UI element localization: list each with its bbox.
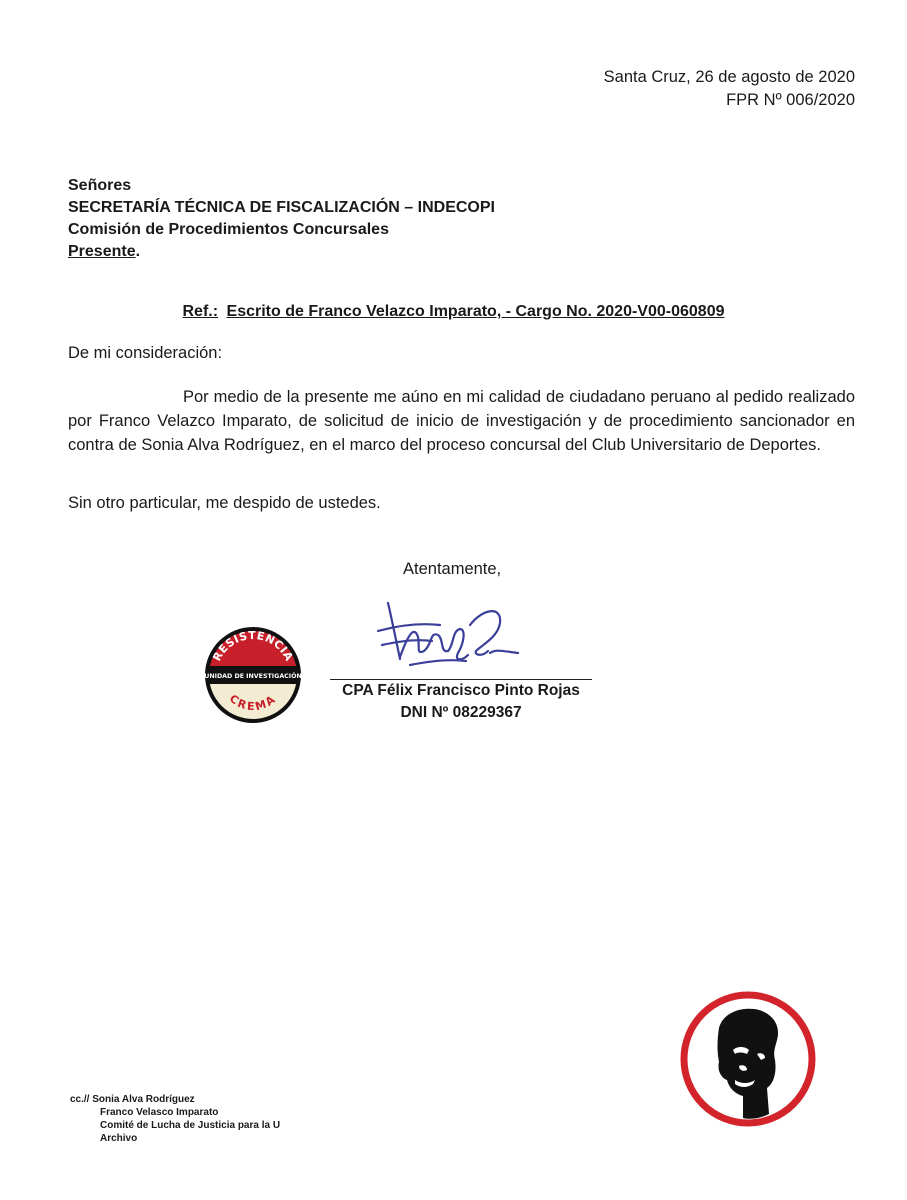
regards: Atentamente, — [403, 560, 502, 578]
cc-line-1 — [70, 1093, 280, 1106]
reference-label: Ref.: — [182, 303, 219, 320]
addressee-block — [68, 175, 495, 263]
handwritten-signature — [370, 595, 530, 675]
addressee-commission: Comisión de Procedimientos Concursales — [68, 221, 389, 238]
reference-line — [0, 303, 907, 321]
document-number: FPR Nº 006/2020 — [726, 91, 855, 109]
place-date: Santa Cruz, 26 de agosto de 2020 — [603, 68, 855, 86]
closing-line: Sin otro particular, me despido de ustedes. — [68, 494, 381, 512]
body-paragraph: Por medio de la presente me aúno en mi calidad de ciudadano peruano al pedido realizado por Franco Velazco Imparato, de solicitud de inicio de investigación y de procedimiento sancionador en contra de Sonia Alva Rodríguez, en el marco del proceso concursal del Club Universitario de Deportes. — [68, 388, 855, 454]
cc-recipient: Franco Velasco Imparato — [100, 1107, 219, 1118]
addressee-salutation: Señores — [68, 177, 132, 194]
cc-recipient: Archivo — [100, 1133, 138, 1144]
badge-bottom-text: CREMA — [226, 691, 280, 714]
signer-name: CPA Félix Francisco Pinto Rojas — [342, 682, 580, 699]
presente-text: Presente — [68, 243, 136, 260]
addressee-presente — [68, 241, 495, 263]
greeting: De mi consideración: — [68, 344, 223, 362]
signer-id: DNI Nº 08229367 — [400, 704, 522, 721]
portrait-circle-logo-icon — [677, 988, 819, 1130]
reference-text: Escrito de Franco Velazco Imparato, - Cargo No. 2020-V00-060809 — [226, 303, 725, 320]
resistencia-crema-badge — [203, 625, 303, 725]
presente-dot: . — [135, 243, 141, 260]
cc-recipient: Comité de Lucha de Justicia para la U — [100, 1120, 281, 1131]
signer-block — [330, 680, 592, 724]
letter-header — [604, 66, 855, 112]
cc-prefix: cc.// — [70, 1094, 90, 1105]
badge-middle-text: UNIDAD DE INVESTIGACIÓN — [204, 673, 302, 680]
badge-top-text: RESISTENCIA — [210, 628, 296, 664]
addressee-entity: SECRETARÍA TÉCNICA DE FISCALIZACIÓN – INDECOPI — [68, 199, 495, 216]
cc-list — [70, 1093, 280, 1145]
cc-recipient: Sonia Alva Rodríguez — [92, 1094, 195, 1105]
